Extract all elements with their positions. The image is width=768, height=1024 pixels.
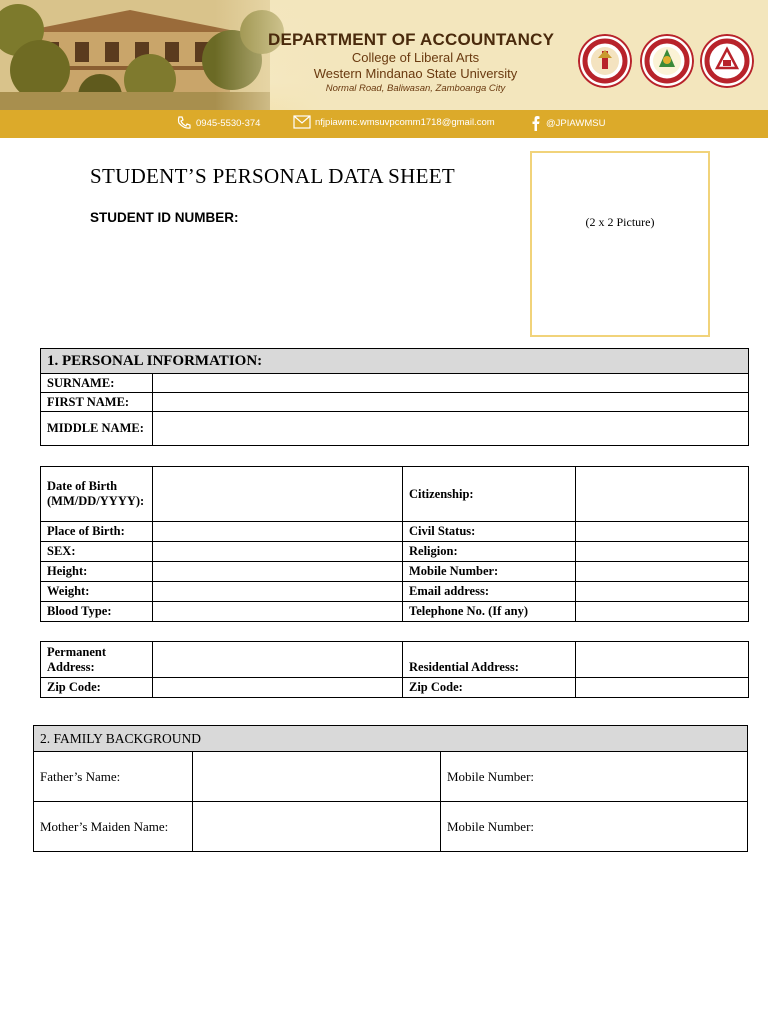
table-row [41,393,749,412]
facebook-handle: @JPIAWMSU [546,117,606,129]
place-of-birth-field[interactable] [153,522,403,542]
mobile-number-field[interactable] [576,562,749,582]
mail-icon [293,115,311,129]
blood-type-field[interactable] [153,602,403,622]
table-row [41,562,749,582]
citizenship-field[interactable] [576,467,749,522]
student-id-label: STUDENT ID NUMBER: [90,210,239,225]
field-label: Mother’s Maiden Name: [34,802,193,852]
department-name: DEPARTMENT OF ACCOUNTANCY [268,30,555,49]
field-label: Civil Status: [403,522,576,542]
middle-name-field[interactable] [153,412,749,446]
wmsu-seal-logo [578,34,632,88]
field-label: Zip Code: [41,678,153,698]
table-row [34,802,748,852]
email-address: nfjpiawmc.wmsuvpcomm1718@gmail.com [315,116,495,128]
table-row [41,522,749,542]
field-label: Mobile Number: [403,562,576,582]
field-label: FIRST NAME: [41,393,153,412]
civil-status-field[interactable] [576,522,749,542]
telephone-number-field[interactable] [576,602,749,622]
college-name: College of Liberal Arts [351,50,480,65]
contact-email [293,115,495,129]
field-label: Father’s Name: [34,752,193,802]
residential-address-field[interactable] [576,642,749,678]
field-label: Height: [41,562,153,582]
table-row [41,412,749,446]
weight-field[interactable] [153,582,403,602]
surname-field[interactable] [153,374,749,393]
height-field[interactable] [153,562,403,582]
field-label: Zip Code: [403,678,576,698]
facebook-icon [530,115,542,131]
field-label: Residential Address: [403,642,576,678]
table-row [41,678,749,698]
sex-field[interactable] [153,542,403,562]
field-label: Permanent Address: [41,642,153,678]
phone-icon [176,115,192,131]
field-label: Date of Birth (MM/DD/YYYY): [41,467,153,522]
fathers-name-field[interactable] [193,752,441,802]
residential-zip-code-field[interactable] [576,678,749,698]
field-label: Mobile Number: [447,769,535,784]
contact-phone [176,115,260,131]
contact-strip [0,110,768,138]
page-title: STUDENT’S PERSONAL DATA SHEET [90,164,456,188]
permanent-zip-code-field[interactable] [153,678,403,698]
phone-number: 0945-5530-374 [196,117,261,129]
religion-field[interactable] [576,542,749,562]
field-label: Mobile Number: [447,819,535,834]
table-row [41,542,749,562]
university-name: Western Mindanao State University [313,66,518,81]
field-label: SEX: [41,542,153,562]
field-label: Telephone No. (If any) [403,602,576,622]
field-label: SURNAME: [41,374,153,393]
field-label: Citizenship: [403,467,576,522]
personal-info-name-table [40,348,749,446]
contact-facebook [530,115,605,131]
table-row [41,602,749,622]
family-background-heading: 2. FAMILY BACKGROUND [34,726,748,752]
table-row [41,467,749,522]
table-row [34,752,748,802]
mothers-maiden-name-field[interactable] [193,802,441,852]
first-name-field[interactable] [153,393,749,412]
permanent-address-field[interactable] [153,642,403,678]
jpia-seal-logo [700,34,754,88]
family-background-table [33,725,748,852]
personal-info-heading: 1. PERSONAL INFORMATION: [41,349,749,374]
field-label: Email address: [403,582,576,602]
field-label: Weight: [41,582,153,602]
father-mobile-number-field[interactable] [441,752,748,802]
field-label: Religion: [403,542,576,562]
header-banner [0,0,768,138]
photo-placeholder-box[interactable] [530,151,710,337]
email-address-field[interactable] [576,582,749,602]
university-address: Normal Road, Baliwasan, Zamboanga City [325,83,506,94]
table-row [41,374,749,393]
header-title-block [268,30,568,95]
personal-details-table [40,466,749,622]
college-of-liberal-arts-seal-logo [640,34,694,88]
mother-mobile-number-field[interactable] [441,802,748,852]
table-row [41,642,749,678]
date-of-birth-field[interactable] [153,467,403,522]
table-row [41,582,749,602]
field-label: MIDDLE NAME: [41,412,153,446]
field-label: Blood Type: [41,602,153,622]
field-label: Place of Birth: [41,522,153,542]
address-table [40,641,749,698]
photo-caption: (2 x 2 Picture) [585,215,655,229]
